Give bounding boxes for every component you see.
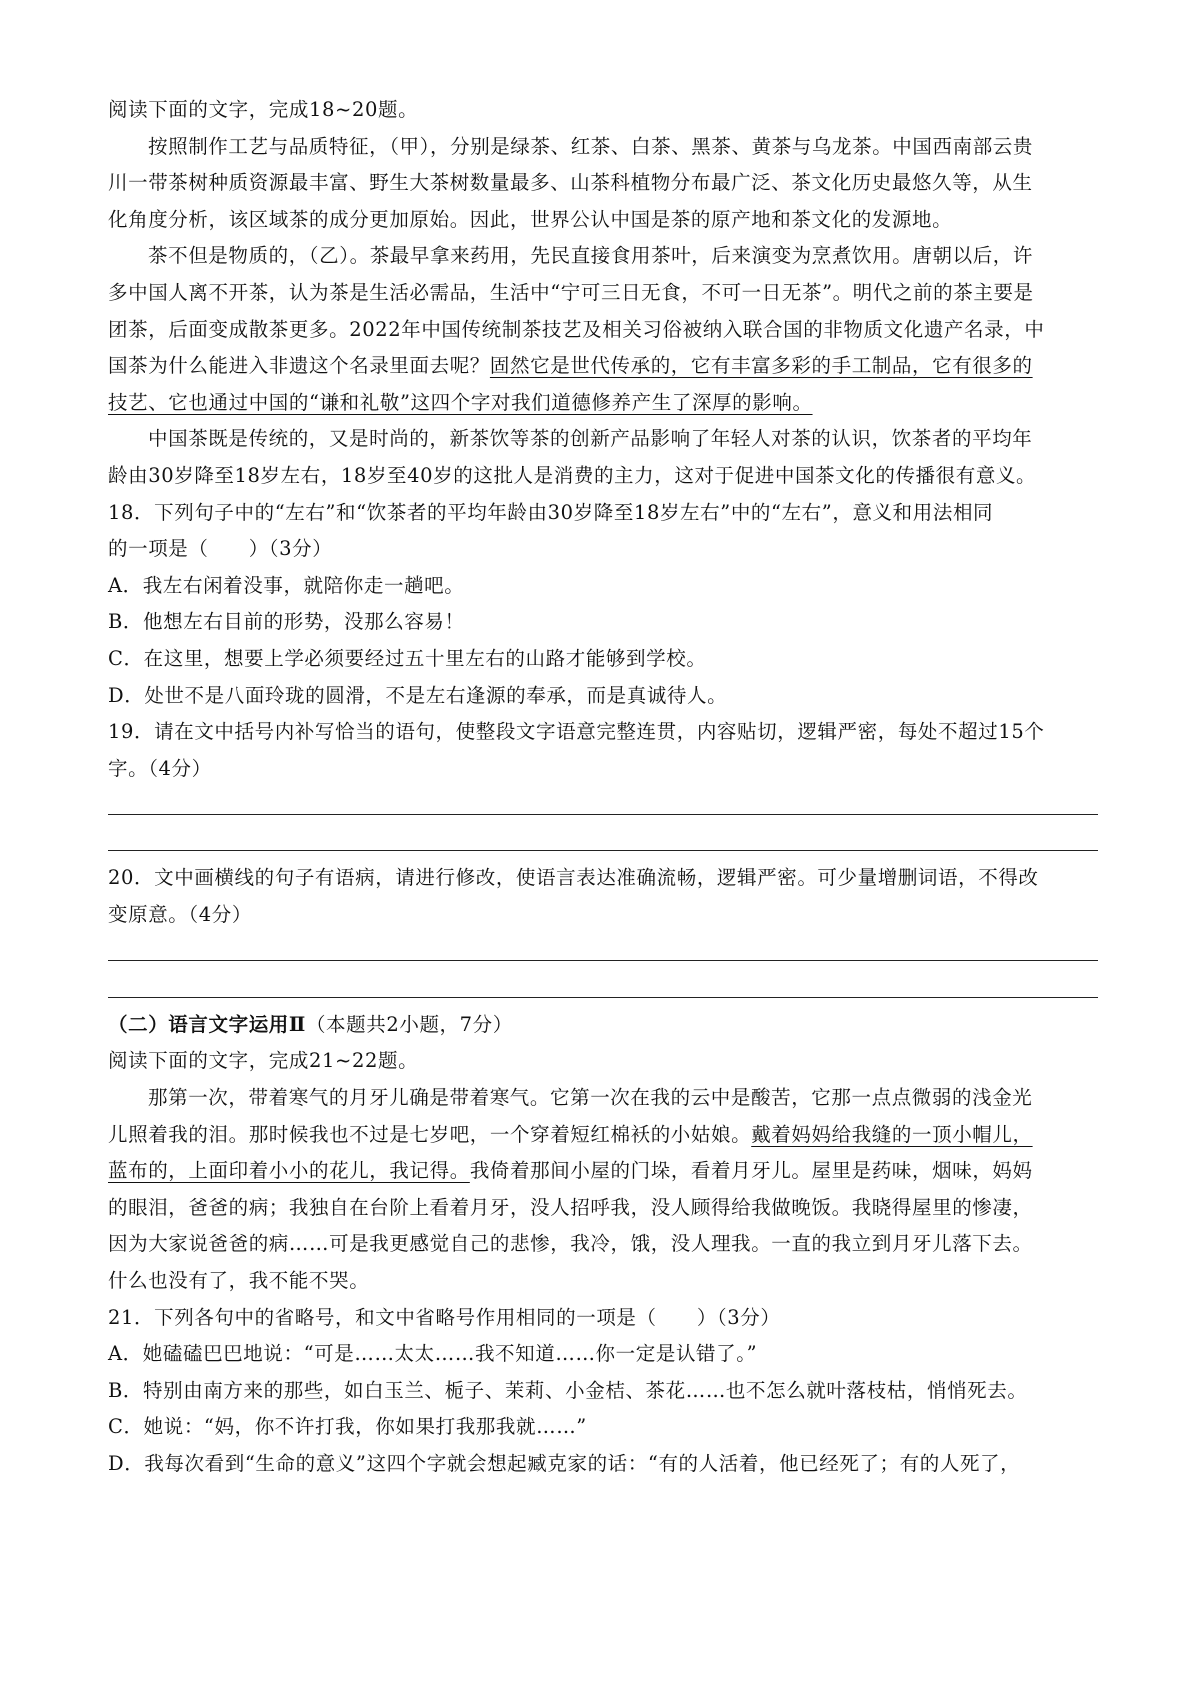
section-heading bbox=[108, 1007, 1098, 1044]
option-d: D．我每次看到“生命的意义”这四个字就会想起臧克家的话：“有的人活着，他已经死了；有的人死了， bbox=[108, 1451, 1021, 1475]
option-a: A．她磕磕巴巴地说：“可是……太太……我不知道……你一定是认错了。” bbox=[108, 1342, 758, 1366]
underlined-sentence: 固然它是世代传承的，它有丰富多彩的手工制品，它有很多的 bbox=[489, 354, 1033, 378]
text-line: 按照制作工艺与品质特征，（甲），分别是绿茶、红茶、白茶、黑茶、黄茶与乌龙茶。中国西南部云贵 bbox=[148, 134, 1034, 158]
text-line bbox=[108, 348, 1098, 385]
question-stem: 20．文中画横线的句子有语病，请进行修改，使语言表达准确流畅，逻辑严密。可少量增删词语，不得改 bbox=[108, 866, 1039, 890]
answer-line[interactable] bbox=[108, 787, 1098, 824]
text-segment: 儿照着我的泪。那时候我也不过是七岁吧，一个穿着短红棉袄的小姑娘。 bbox=[108, 1122, 752, 1146]
section-note: （本题共2小题，7分） bbox=[305, 1012, 513, 1036]
underlined-sentence: 戴着妈妈给我缝的一顶小帽儿， bbox=[751, 1122, 1033, 1146]
option-d: D．处世不是八面玲珑的圆滑，不是左右逢源的奉承，而是真诚待人。 bbox=[108, 683, 728, 707]
text-line: 因为大家说爸爸的病……可是我更感觉自己的悲惨，我冷，饿，没人理我。一直的我立到月牙儿落下去。 bbox=[108, 1232, 1033, 1256]
question-stem: 的一项是（ ）（3分） bbox=[108, 537, 333, 561]
text-line: 多中国人离不开茶，认为茶是生活必需品，生活中“宁可三日无食，不可一日无茶”。明代之前的茶主要是 bbox=[108, 280, 1034, 304]
section-title: （二）语言文字运用Ⅱ bbox=[108, 1012, 306, 1036]
text-line: 的眼泪，爸爸的病；我独自在台阶上看着月牙，没人招呼我，没人顾得给我做晚饭。我晓得屋里的惨凄， bbox=[108, 1195, 1033, 1219]
text-line: 什么也没有了，我不能不哭。 bbox=[108, 1269, 370, 1292]
passage-paragraph-2 bbox=[108, 238, 1098, 421]
text-line bbox=[108, 1153, 1098, 1190]
exam-page bbox=[108, 92, 1098, 1483]
option-c: C．她说：“妈，你不许打我，你如果打我那我就……” bbox=[108, 1415, 587, 1439]
text-line: 川一带茶树种质资源最丰富、野生大茶树数量最多、山茶科植物分布最广泛、茶文化历史最悠久等，从生 bbox=[108, 171, 1033, 195]
answer-line[interactable] bbox=[108, 824, 1098, 861]
reading-instruction: 阅读下面的文字，完成21~22题。 bbox=[108, 1049, 419, 1073]
underlined-sentence: 技艺、它也通过中国的“谦和礼敬”这四个字对我们道德修养产生了深厚的影响。 bbox=[108, 390, 813, 414]
text-line: 团茶，后面变成散茶更多。2022年中国传统制茶技艺及相关习俗被纳入联合国的非物质文化遗产名录，中 bbox=[108, 317, 1045, 341]
underlined-sentence: 蓝布的，上面印着小小的花儿，我记得。 bbox=[108, 1159, 470, 1183]
passage-paragraph-4 bbox=[108, 1080, 1098, 1300]
text-line: 中国茶既是传统的，又是时尚的，新茶饮等茶的创新产品影响了年轻人对茶的认识，饮茶者的平均年 bbox=[148, 427, 1033, 451]
question-stem: 字。（4分） bbox=[108, 756, 212, 780]
text-segment: 我倚着那间小屋的门垛，看着月牙儿。屋里是药味，烟味，妈妈 bbox=[469, 1159, 1033, 1183]
question-18 bbox=[108, 495, 1098, 715]
question-20 bbox=[108, 860, 1098, 1006]
option-c: C．在这里，想要上学必须要经过五十里左右的山路才能够到学校。 bbox=[108, 646, 707, 670]
option-b: B．特别由南方来的那些，如白玉兰、栀子、茉莉、小金桔、茶花……也不怎么就叶落枝枯，悄悄死去。 bbox=[108, 1378, 1028, 1402]
reading-instruction: 阅读下面的文字，完成18~20题。 bbox=[108, 98, 419, 121]
text-line: 化角度分析，该区域茶的成分更加原始。因此，世界公认中国是茶的原产地和茶文化的发源地。 bbox=[108, 207, 953, 231]
text-segment: 国茶为什么能进入非遗这个名录里面去呢？ bbox=[108, 354, 490, 378]
passage-paragraph-3 bbox=[108, 421, 1098, 494]
option-b: B．他想左右目前的形势，没那么容易！ bbox=[108, 610, 465, 634]
text-line bbox=[108, 1117, 1098, 1154]
question-stem: 19．请在文中括号内补写恰当的语句，使整段文字语意完整连贯，内容贴切，逻辑严密，每处不超过15个 bbox=[108, 720, 1045, 744]
question-19 bbox=[108, 714, 1098, 860]
text-line: 茶不但是物质的，（乙）。茶最早拿来药用，先民直接食用茶叶，后来演变为烹煮饮用。唐朝以后，许 bbox=[148, 244, 1034, 268]
option-a: A．我左右闲着没事，就陪你走一趟吧。 bbox=[108, 573, 465, 597]
text-line: 那第一次，带着寒气的月牙儿确是带着寒气。它第一次在我的云中是酸苦，它那一点点微弱的浅金光 bbox=[148, 1086, 1033, 1110]
text-line: 龄由30岁降至18岁左右，18岁至40岁的这批人是消费的主力，这对于促进中国茶文化的传播很有意义。 bbox=[108, 463, 1037, 487]
answer-line[interactable] bbox=[108, 934, 1098, 971]
passage-paragraph-1 bbox=[108, 129, 1098, 239]
question-stem: 18．下列句子中的“左右”和“饮茶者的平均年龄由30岁降至18岁左右”中的“左右”，意义和用法相同 bbox=[108, 500, 994, 524]
question-stem: 21．下列各句中的省略号，和文中省略号作用相同的一项是（ ）（3分） bbox=[108, 1305, 781, 1329]
answer-line[interactable] bbox=[108, 970, 1098, 1007]
text-line bbox=[108, 385, 1098, 422]
question-stem: 变原意。（4分） bbox=[108, 903, 252, 927]
question-21 bbox=[108, 1300, 1098, 1483]
